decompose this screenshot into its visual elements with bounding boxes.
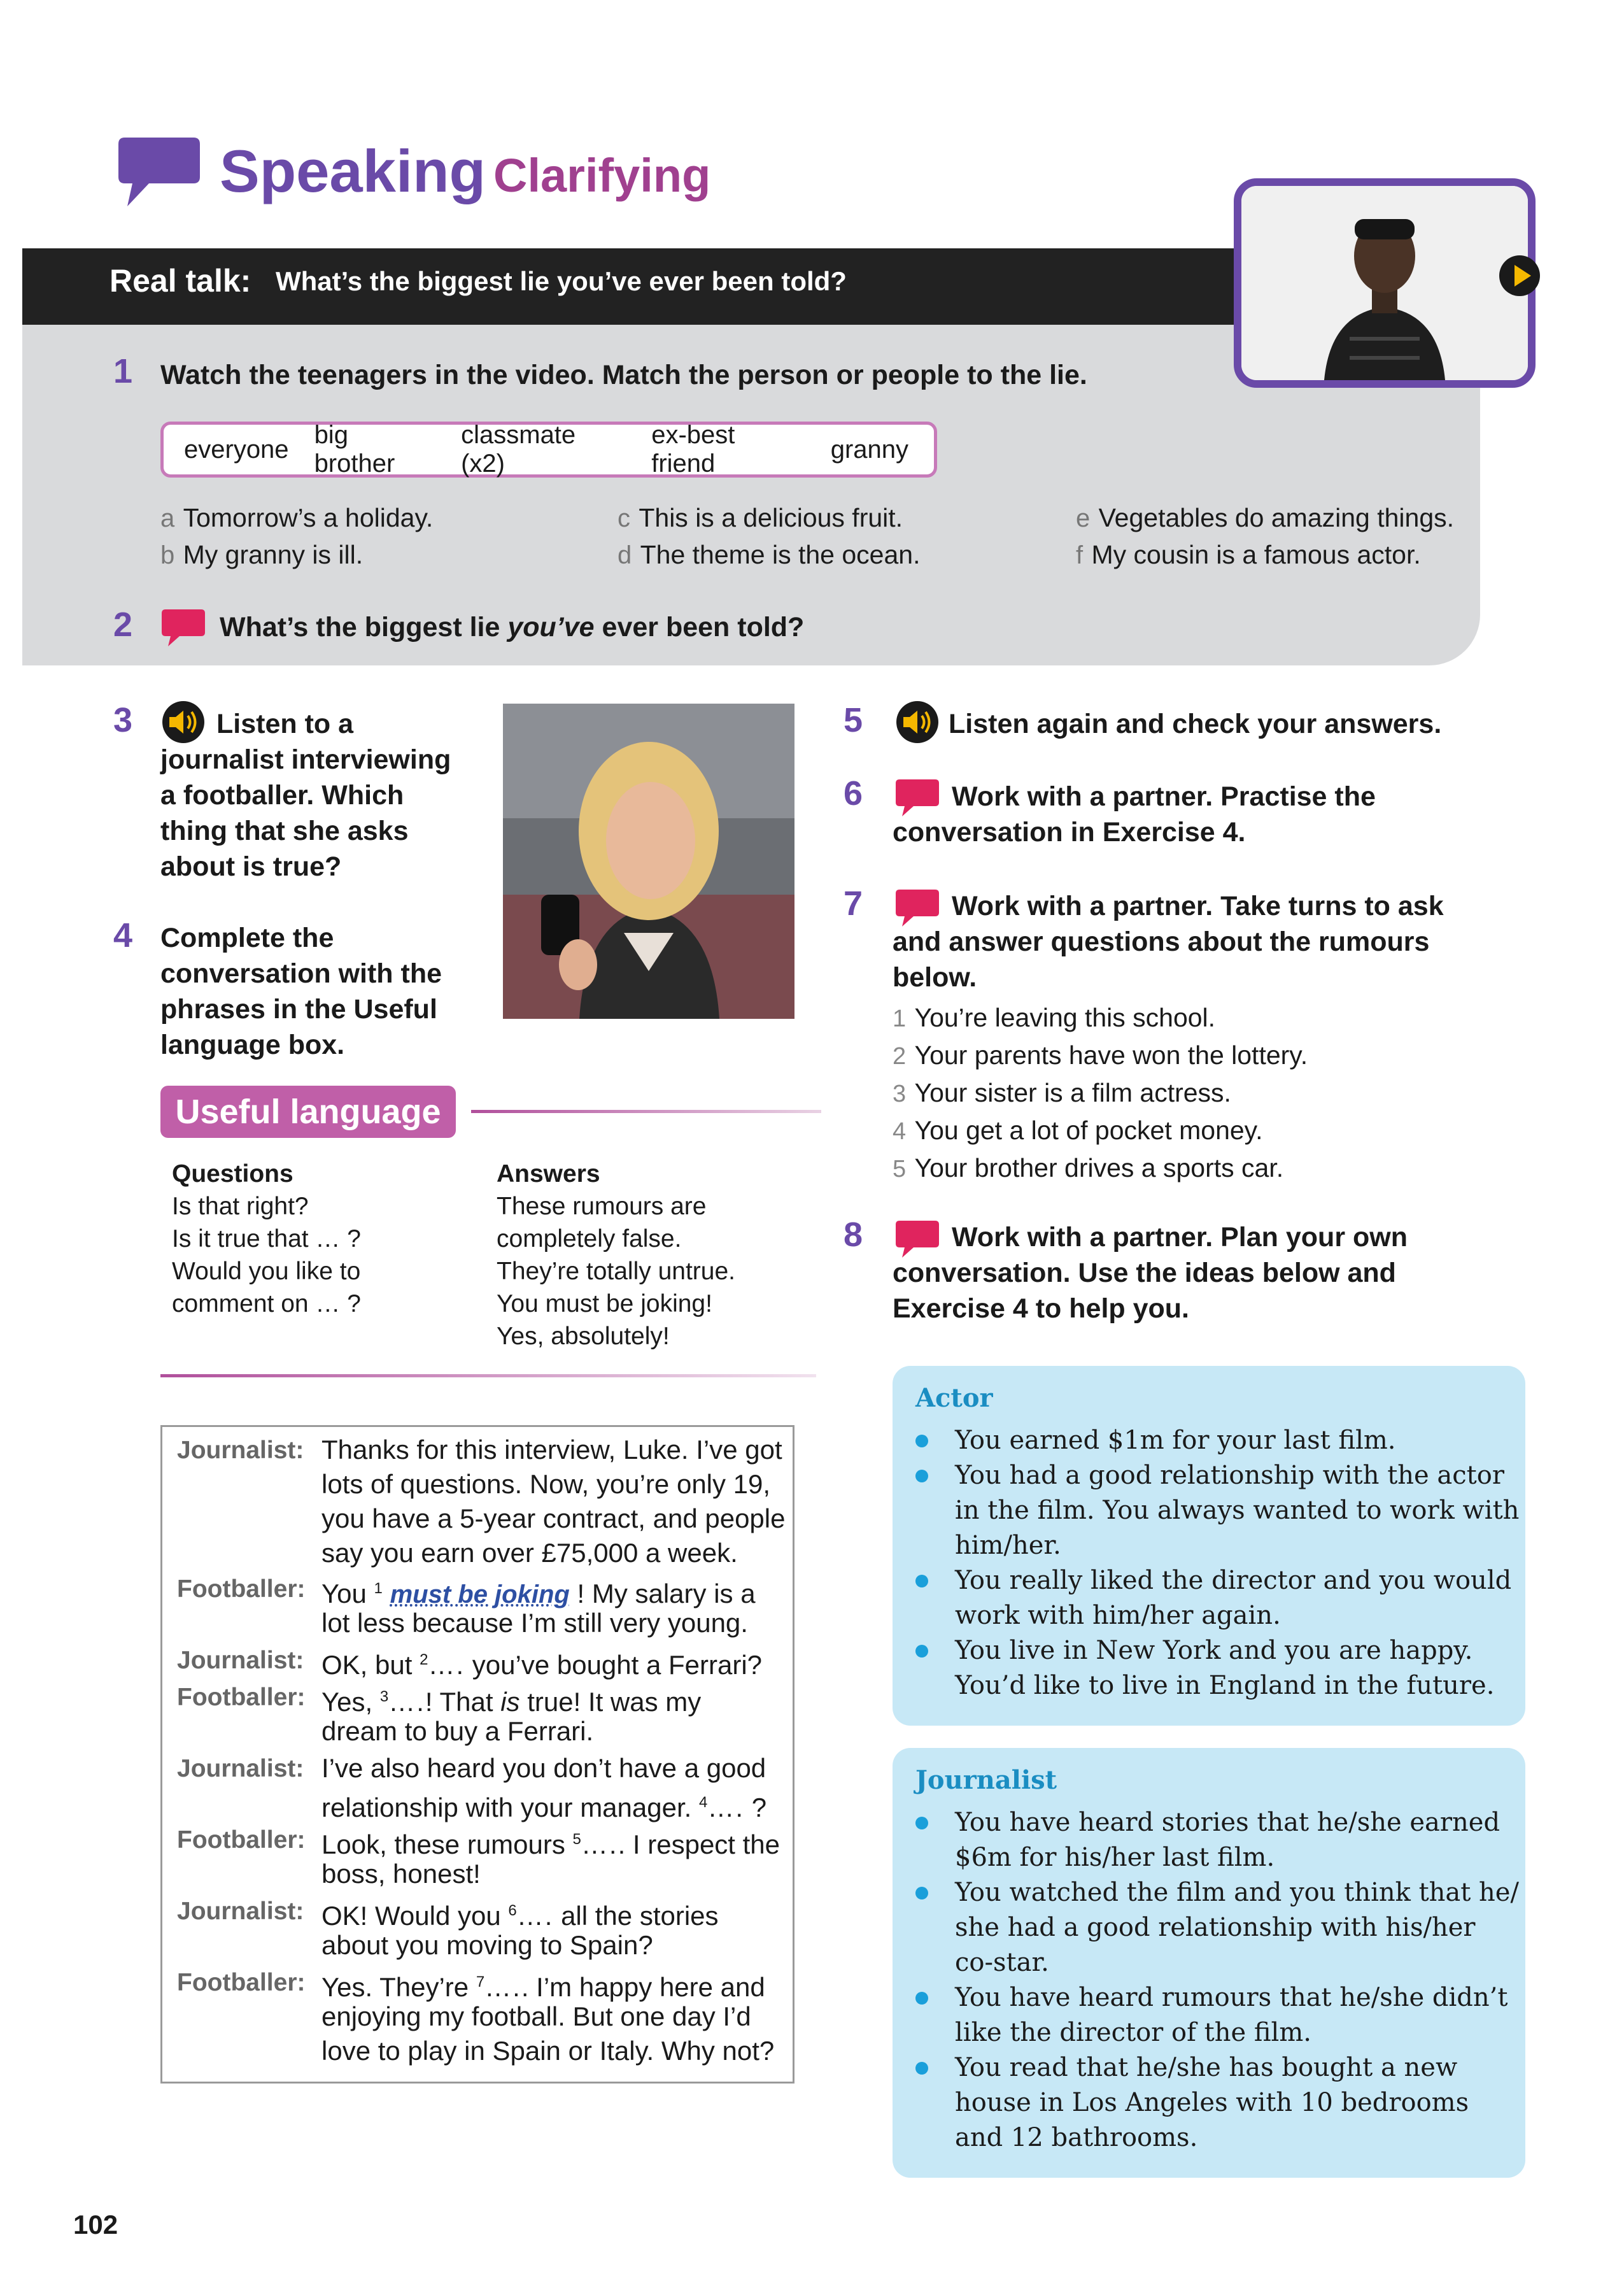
ex8-line: conversation. Use the ideas below and: [893, 1258, 1396, 1288]
actor-item: You’d like to live in England in the future.: [955, 1671, 1495, 1700]
journalist-item: You have heard stories that he/she earned: [955, 1808, 1500, 1837]
dialogue-line: I’ve also heard you don’t have a good: [321, 1753, 766, 1783]
dialogue-line: Thanks for this interview, Luke. I’ve got: [321, 1435, 782, 1465]
dialogue-line: OK! Would you $^6$…. all the stories: [321, 1901, 719, 1931]
rumour-item: 5 Your brother drives a sports car.: [893, 1153, 1284, 1182]
ex3-line: a footballer. Which: [160, 780, 404, 811]
speech-bubble-icon: [894, 888, 940, 928]
actor-item: work with him/her again.: [955, 1601, 1281, 1630]
actor-item: You earned $1m for your last film.: [955, 1426, 1396, 1455]
speech-bubble-icon: [894, 1219, 940, 1259]
word-box: [160, 422, 937, 478]
question-phrase: Is that right?: [172, 1193, 309, 1220]
ex4-line: Complete the: [160, 923, 334, 953]
option-a: a Tomorrow’s a holiday.: [160, 503, 434, 532]
ex4-line: language box.: [160, 1030, 345, 1060]
option-e: e Vegetables do amazing things.: [1076, 503, 1455, 532]
ex4-line: conversation with the: [160, 958, 442, 989]
actor-item: in the film. You always wanted to work with: [955, 1496, 1520, 1525]
ex7-number: 7: [844, 884, 863, 923]
dialogue-line: enjoying my football. But one day I’d: [321, 2001, 751, 2031]
audio-speaker-icon[interactable]: [894, 699, 940, 745]
rumour-item: 4 You get a lot of pocket money.: [893, 1116, 1263, 1145]
bullet-icon: [915, 1645, 928, 1658]
play-icon[interactable]: [1497, 253, 1542, 298]
actor-box-title: Actor: [915, 1383, 993, 1413]
journalist-item: You have heard rumours that he/she didn’t: [955, 1983, 1508, 2012]
speaker-label: Footballer:: [177, 1684, 306, 1711]
dialogue-line: love to play in Spain or Italy. Why not?: [321, 2036, 775, 2066]
answer-phrase: They’re totally untrue.: [497, 1258, 736, 1285]
answers-heading: Answers: [497, 1160, 600, 1188]
answer-gap-5[interactable]: ….: [581, 1829, 618, 1859]
answer-gap-6[interactable]: ….: [516, 1901, 554, 1931]
ex3-line: about is true?: [160, 851, 342, 882]
journalist-item: co-star.: [955, 1948, 1049, 1977]
speech-bubble-icon: [116, 135, 202, 210]
dialogue-line: Yes. They’re $^7$….. I’m happy here and: [321, 1972, 765, 2002]
word-item: big brother: [314, 421, 395, 478]
journalist-image: [503, 704, 794, 1019]
actor-item: You live in New York and you are happy.: [955, 1636, 1473, 1665]
rumour-item: 2 Your parents have won the lottery.: [893, 1040, 1308, 1070]
answer-phrase: You must be joking!: [497, 1290, 712, 1317]
dialogue-line: dream to buy a Ferrari.: [321, 1716, 594, 1746]
ex3-line: journalist interviewing: [160, 744, 451, 775]
ex7-line: Work with a partner. Take turns to ask: [952, 891, 1444, 921]
bullet-icon: [915, 1575, 928, 1587]
ex6-line: Work with a partner. Practise the: [952, 781, 1376, 812]
ex3-line: Listen to a: [216, 709, 354, 739]
answer-phrase: These rumours are: [497, 1193, 707, 1220]
teen-figure-image: [1241, 186, 1528, 380]
speaker-label: Footballer:: [177, 1969, 306, 1996]
ex8-line: Exercise 4 to help you.: [893, 1293, 1190, 1324]
dialogue-line: lot less because I’m still very young.: [321, 1608, 748, 1638]
option-c: c This is a delicious fruit.: [618, 503, 903, 532]
real-talk-question: What’s the biggest lie you’ve ever been told?: [276, 266, 847, 296]
answer-gap-1[interactable]: must be joking: [390, 1580, 570, 1608]
dialogue-line: about you moving to Spain?: [321, 1930, 653, 1960]
journalist-item: You read that he/she has bought a new: [955, 2053, 1458, 2082]
journalist-item: and 12 bathrooms.: [955, 2123, 1198, 2152]
journalist-item: like the director of the film.: [955, 2018, 1311, 2047]
actor-item: You really liked the director and you would: [955, 1566, 1512, 1595]
ex6-number: 6: [844, 774, 863, 813]
bullet-icon: [915, 1887, 928, 1899]
dialogue-line: lots of questions. Now, you’re only 19,: [321, 1469, 771, 1499]
answer-gap-3[interactable]: ….: [388, 1687, 425, 1717]
speaker-label: Journalist:: [177, 1898, 304, 1925]
rumour-item: 3 Your sister is a film actress.: [893, 1078, 1231, 1107]
speaker-label: Journalist:: [177, 1647, 304, 1674]
speech-bubble-icon: [894, 778, 940, 818]
divider: [471, 1110, 821, 1113]
ex6-line: conversation in Exercise 4.: [893, 817, 1246, 848]
answer-gap-7[interactable]: ….: [484, 1972, 521, 2002]
word-item: ex-best friend: [651, 421, 735, 478]
answer-gap-4[interactable]: ….: [707, 1793, 745, 1822]
actor-item: him/her.: [955, 1531, 1061, 1560]
bullet-icon: [915, 2062, 928, 2075]
speaker-label: Footballer:: [177, 1575, 306, 1603]
divider: [160, 1374, 816, 1377]
video-thumbnail[interactable]: [1234, 178, 1536, 388]
journalist-item: $6m for his/her last film.: [955, 1843, 1275, 1872]
page-number: 102: [73, 2210, 118, 2240]
word-item: granny: [830, 435, 909, 464]
journalist-item: house in Los Angeles with 10 bedrooms: [955, 2088, 1469, 2117]
ex8-number: 8: [844, 1216, 863, 1254]
word-item: classmate (x2): [461, 421, 576, 478]
dialogue-line: relationship with your manager. $^4$…. ?: [321, 1793, 767, 1822]
dialogue-line: say you earn over £75,000 a week.: [321, 1538, 738, 1568]
speaker-label: Journalist:: [177, 1437, 304, 1464]
real-talk-label: Real talk:: [109, 263, 251, 299]
ex2-question: What’s the biggest lie you’ve ever been told?: [220, 612, 805, 643]
journalist-item: she had a good relationship with his/her: [955, 1913, 1476, 1942]
dialogue-line: boss, honest!: [321, 1859, 481, 1889]
question-phrase: Is it true that … ?: [172, 1225, 361, 1253]
page-subtitle: Clarifying: [493, 149, 711, 202]
speaker-label: Journalist:: [177, 1755, 304, 1782]
bullet-icon: [915, 1992, 928, 2005]
ex8-line: Work with a partner. Plan your own: [952, 1222, 1408, 1253]
ex1-instruction: Watch the teenagers in the video. Match the person or people to the lie.: [160, 360, 1087, 390]
journalist-box-title: Journalist: [915, 1765, 1057, 1795]
dialogue-line: OK, but $^2$…. you’ve bought a Ferrari?: [321, 1650, 763, 1680]
dialogue-line: Yes, $^3$….! That is true! It was my: [321, 1687, 702, 1717]
dialogue-line: you have a 5-year contract, and people: [321, 1503, 786, 1533]
bullet-icon: [915, 1435, 928, 1447]
answer-gap-2[interactable]: ….: [428, 1650, 465, 1680]
ex5-instruction: Listen again and check your answers.: [949, 709, 1442, 739]
answer-phrase: Yes, absolutely!: [497, 1323, 670, 1350]
question-phrase: Would you like to: [172, 1258, 361, 1285]
ex3-number: 3: [113, 701, 133, 739]
speech-bubble-icon: [160, 608, 206, 648]
question-phrase: comment on … ?: [172, 1290, 361, 1317]
ex3-line: thing that she asks: [160, 816, 409, 846]
dialogue-line: Look, these rumours $^5$….. I respect the: [321, 1829, 780, 1859]
ex4-number: 4: [113, 916, 133, 955]
ex7-line: below.: [893, 962, 977, 993]
journalist-photo: [503, 704, 794, 1019]
ex5-number: 5: [844, 701, 863, 739]
speaker-label: Footballer:: [177, 1826, 306, 1854]
option-d: d The theme is the ocean.: [618, 540, 921, 569]
useful-language-heading: Useful language: [160, 1086, 456, 1138]
answer-phrase: completely false.: [497, 1225, 682, 1253]
journalist-item: You watched the film and you think that he/: [955, 1878, 1519, 1907]
questions-heading: Questions: [172, 1160, 293, 1188]
dialogue-line: You $^1$ must be joking ! My salary is a: [321, 1579, 756, 1608]
rumour-item: 1 You’re leaving this school.: [893, 1003, 1216, 1032]
audio-speaker-icon[interactable]: [160, 699, 206, 745]
word-item: everyone: [184, 435, 289, 464]
ex4-line: phrases in the Useful: [160, 994, 437, 1025]
bullet-icon: [915, 1470, 928, 1482]
ex1-number: 1: [113, 352, 133, 390]
ex2-number: 2: [113, 606, 133, 644]
actor-item: You had a good relationship with the actor: [955, 1461, 1504, 1490]
option-b: b My granny is ill.: [160, 540, 364, 569]
option-f: f My cousin is a famous actor.: [1076, 540, 1421, 569]
ex7-line: and answer questions about the rumours: [893, 927, 1430, 957]
bullet-icon: [915, 1817, 928, 1829]
page-title: Speaking: [220, 138, 486, 204]
